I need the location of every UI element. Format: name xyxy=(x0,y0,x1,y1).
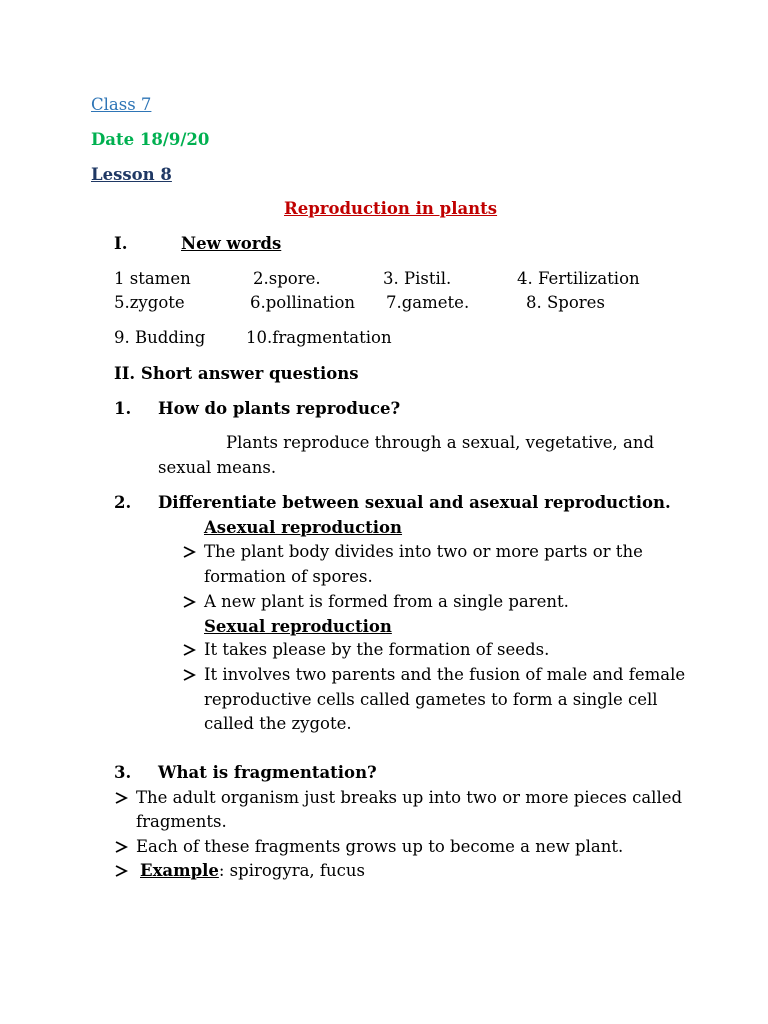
word-item: 1 stamen xyxy=(114,269,191,288)
page-title: Reproduction in plants xyxy=(284,199,498,218)
word-item: 5.zygote xyxy=(114,293,185,312)
bullet-text: called the zygote. xyxy=(204,714,352,733)
word-item: 8. Spores xyxy=(526,293,605,312)
question-text: Differentiate between sexual and asexual reproduction. xyxy=(158,493,671,512)
question-text: How do plants reproduce? xyxy=(158,399,401,418)
word-item: 4. Fertilization xyxy=(517,269,640,288)
bullet-text: It takes please by the formation of seeds. xyxy=(204,640,550,659)
arrow-bullet-icon xyxy=(182,542,196,562)
arrow-bullet-icon xyxy=(114,837,128,857)
example-line xyxy=(140,861,365,881)
question-number: 2. xyxy=(114,493,132,512)
arrow-bullet-icon xyxy=(182,640,196,660)
bullet-text: Each of these fragments grows up to become a new plant. xyxy=(136,837,624,856)
section1-heading: New words xyxy=(181,234,282,253)
bullet-text: The plant body divides into two or more parts or the xyxy=(204,542,643,561)
sexual-heading: Sexual reproduction xyxy=(204,617,392,636)
date-label: Date 18/9/20 xyxy=(91,130,210,149)
bullet-text: fragments. xyxy=(136,812,227,831)
word-item: 2.spore. xyxy=(253,269,321,288)
question-number: 3. xyxy=(114,763,132,782)
lesson-label: Lesson 8 xyxy=(91,165,172,184)
section2-heading: II. Short answer questions xyxy=(114,364,359,383)
arrow-bullet-icon xyxy=(114,861,128,881)
arrow-bullet-icon xyxy=(182,665,196,685)
answer-line: sexual means. xyxy=(158,458,277,477)
answer-line: Plants reproduce through a sexual, vegetative, and xyxy=(226,433,655,452)
bullet-text: It involves two parents and the fusion of male and female xyxy=(204,665,686,684)
question-text: What is fragmentation? xyxy=(158,763,377,782)
question-number: 1. xyxy=(114,399,132,418)
arrow-bullet-icon xyxy=(182,592,196,612)
example-text: : spirogyra, fucus xyxy=(218,861,365,880)
example-label: Example xyxy=(140,861,219,880)
section1-numeral: I. xyxy=(114,234,128,253)
bullet-text: formation of spores. xyxy=(204,567,373,586)
word-item: 3. Pistil. xyxy=(383,269,452,288)
word-item: 9. Budding xyxy=(114,328,206,347)
bullet-text: A new plant is formed from a single parent. xyxy=(204,592,569,611)
arrow-bullet-icon xyxy=(114,788,128,808)
word-item: 10.fragmentation xyxy=(246,328,392,347)
bullet-text: reproductive cells called gametes to form a single cell xyxy=(204,690,658,709)
class-label: Class 7 xyxy=(91,95,152,114)
word-item: 6.pollination xyxy=(250,293,356,312)
asexual-heading: Asexual reproduction xyxy=(204,518,403,537)
bullet-text: The adult organism just breaks up into two or more pieces called xyxy=(136,788,683,807)
word-item: 7.gamete. xyxy=(386,293,470,312)
